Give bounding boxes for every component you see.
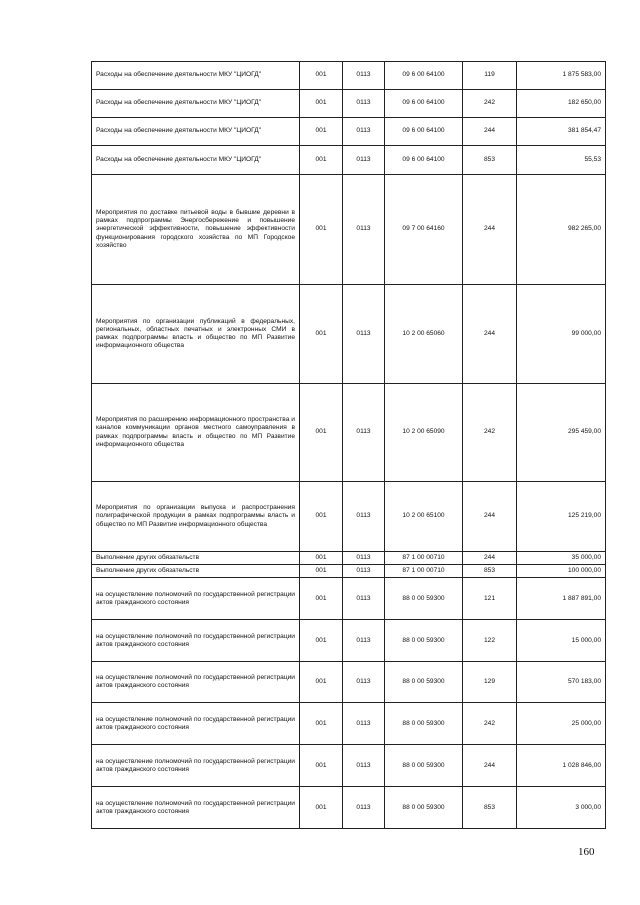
row-amount: 25 000,00 — [517, 703, 606, 745]
row-target-article: 88 0 00 59300 — [385, 787, 463, 829]
row-target-article: 88 0 00 59300 — [385, 703, 463, 745]
row-expense-type: 122 — [463, 620, 517, 662]
row-amount: 1 028 846,00 — [517, 745, 606, 787]
row-target-article: 09 6 00 64100 — [385, 118, 463, 146]
budget-table-body — [92, 62, 606, 829]
row-grbs-code: 001 — [300, 175, 343, 285]
row-description: Расходы на обеспечение деятельности МКУ "ЦИОГД" — [92, 146, 300, 175]
row-target-article: 09 6 00 64100 — [385, 62, 463, 90]
table-row — [92, 62, 606, 90]
row-section-code: 0113 — [343, 578, 385, 620]
row-description: на осуществление полномочий по государственной регистрации актов гражданского состояния — [92, 787, 300, 829]
row-section-code: 0113 — [343, 118, 385, 146]
row-target-article: 87 1 00 00710 — [385, 552, 463, 565]
row-expense-type: 119 — [463, 62, 517, 90]
row-grbs-code: 001 — [300, 703, 343, 745]
row-grbs-code: 001 — [300, 384, 343, 482]
row-description: Расходы на обеспечение деятельности МКУ "ЦИОГД" — [92, 90, 300, 118]
table-row — [92, 745, 606, 787]
row-description: на осуществление полномочий по государственной регистрации актов гражданского состояния — [92, 703, 300, 745]
row-amount: 182 650,00 — [517, 90, 606, 118]
row-description: Выполнение других обязательств — [92, 565, 300, 578]
row-section-code: 0113 — [343, 552, 385, 565]
row-grbs-code: 001 — [300, 118, 343, 146]
table-row — [92, 146, 606, 175]
row-grbs-code: 001 — [300, 146, 343, 175]
row-amount: 15 000,00 — [517, 620, 606, 662]
row-description: на осуществление полномочий по государственной регистрации актов гражданского состояния — [92, 745, 300, 787]
row-expense-type: 129 — [463, 662, 517, 703]
table-row — [92, 118, 606, 146]
row-expense-type: 853 — [463, 146, 517, 175]
table-row — [92, 384, 606, 482]
row-section-code: 0113 — [343, 175, 385, 285]
row-expense-type: 244 — [463, 745, 517, 787]
budget-table — [91, 61, 606, 829]
row-grbs-code: 001 — [300, 285, 343, 384]
row-amount: 1 887 891,00 — [517, 578, 606, 620]
row-expense-type: 853 — [463, 787, 517, 829]
row-section-code: 0113 — [343, 662, 385, 703]
row-grbs-code: 001 — [300, 662, 343, 703]
row-grbs-code: 001 — [300, 745, 343, 787]
row-section-code: 0113 — [343, 703, 385, 745]
row-target-article: 88 0 00 59300 — [385, 745, 463, 787]
row-target-article: 88 0 00 59300 — [385, 662, 463, 703]
row-amount: 3 000,00 — [517, 787, 606, 829]
row-target-article: 87 1 00 00710 — [385, 565, 463, 578]
row-grbs-code: 001 — [300, 482, 343, 552]
table-row — [92, 90, 606, 118]
row-target-article: 09 6 00 64100 — [385, 146, 463, 175]
table-row — [92, 703, 606, 745]
table-row — [92, 662, 606, 703]
row-expense-type: 244 — [463, 482, 517, 552]
table-row — [92, 285, 606, 384]
row-target-article: 10 2 00 65060 — [385, 285, 463, 384]
table-row — [92, 482, 606, 552]
row-section-code: 0113 — [343, 565, 385, 578]
row-description: на осуществление полномочий по государственной регистрации актов гражданского состояния — [92, 578, 300, 620]
row-amount: 35 000,00 — [517, 552, 606, 565]
row-section-code: 0113 — [343, 745, 385, 787]
row-grbs-code: 001 — [300, 90, 343, 118]
row-expense-type: 853 — [463, 565, 517, 578]
row-expense-type: 242 — [463, 90, 517, 118]
row-target-article: 88 0 00 59300 — [385, 620, 463, 662]
row-amount: 570 183,00 — [517, 662, 606, 703]
row-section-code: 0113 — [343, 482, 385, 552]
row-amount: 100 000,00 — [517, 565, 606, 578]
row-grbs-code: 001 — [300, 787, 343, 829]
table-row — [92, 175, 606, 285]
row-description: Мероприятия по организации выпуска и распространения полиграфической продукции в рамках подпрограммы власть и общество по МП Развитие информационного общества — [92, 482, 300, 552]
row-amount: 381 854,47 — [517, 118, 606, 146]
table-row — [92, 578, 606, 620]
row-grbs-code: 001 — [300, 552, 343, 565]
row-expense-type: 244 — [463, 118, 517, 146]
table-row — [92, 787, 606, 829]
row-grbs-code: 001 — [300, 62, 343, 90]
row-grbs-code: 001 — [300, 620, 343, 662]
row-description: на осуществление полномочий по государственной регистрации актов гражданского состояния — [92, 662, 300, 703]
row-description: Мероприятия по расширению информационного пространства и каналов коммуникации органов местного самоуправления в рамках подпрограммы власть и общество по МП Развитие информационного общества — [92, 384, 300, 482]
row-amount: 1 875 583,00 — [517, 62, 606, 90]
row-section-code: 0113 — [343, 620, 385, 662]
row-target-article: 88 0 00 59300 — [385, 578, 463, 620]
table-row — [92, 620, 606, 662]
row-description: Выполнение других обязательств — [92, 552, 300, 565]
row-section-code: 0113 — [343, 146, 385, 175]
row-amount: 99 000,00 — [517, 285, 606, 384]
row-description: на осуществление полномочий по государственной регистрации актов гражданского состояния — [92, 620, 300, 662]
row-target-article: 09 6 00 64100 — [385, 90, 463, 118]
row-amount: 125 219,00 — [517, 482, 606, 552]
row-target-article: 10 2 00 65100 — [385, 482, 463, 552]
row-description: Мероприятия по доставке питьевой воды в бывшие деревни в рамках подпрограммы Энергосбережение и повышение энергетической эффективности, повышение эффективности функционирования городского хозяйства по МП Городское хозяйство — [92, 175, 300, 285]
row-section-code: 0113 — [343, 62, 385, 90]
row-section-code: 0113 — [343, 787, 385, 829]
row-description: Расходы на обеспечение деятельности МКУ "ЦИОГД" — [92, 118, 300, 146]
row-grbs-code: 001 — [300, 578, 343, 620]
row-target-article: 10 2 00 65090 — [385, 384, 463, 482]
row-description: Мероприятия по организации публикаций в федеральных, региональных, областных печатных и электронных СМИ в рамках подпрограммы власть и общество по МП Развитие информационного общества — [92, 285, 300, 384]
table-row — [92, 552, 606, 565]
row-expense-type: 244 — [463, 175, 517, 285]
row-amount: 55,53 — [517, 146, 606, 175]
row-expense-type: 242 — [463, 384, 517, 482]
row-expense-type: 242 — [463, 703, 517, 745]
row-section-code: 0113 — [343, 90, 385, 118]
row-amount: 295 459,00 — [517, 384, 606, 482]
row-expense-type: 244 — [463, 552, 517, 565]
row-section-code: 0113 — [343, 285, 385, 384]
row-grbs-code: 001 — [300, 565, 343, 578]
page-number: 160 — [578, 846, 595, 858]
row-expense-type: 244 — [463, 285, 517, 384]
row-expense-type: 121 — [463, 578, 517, 620]
table-row — [92, 565, 606, 578]
row-amount: 982 265,00 — [517, 175, 606, 285]
row-section-code: 0113 — [343, 384, 385, 482]
row-target-article: 09 7 00 64160 — [385, 175, 463, 285]
row-description: Расходы на обеспечение деятельности МКУ "ЦИОГД" — [92, 62, 300, 90]
